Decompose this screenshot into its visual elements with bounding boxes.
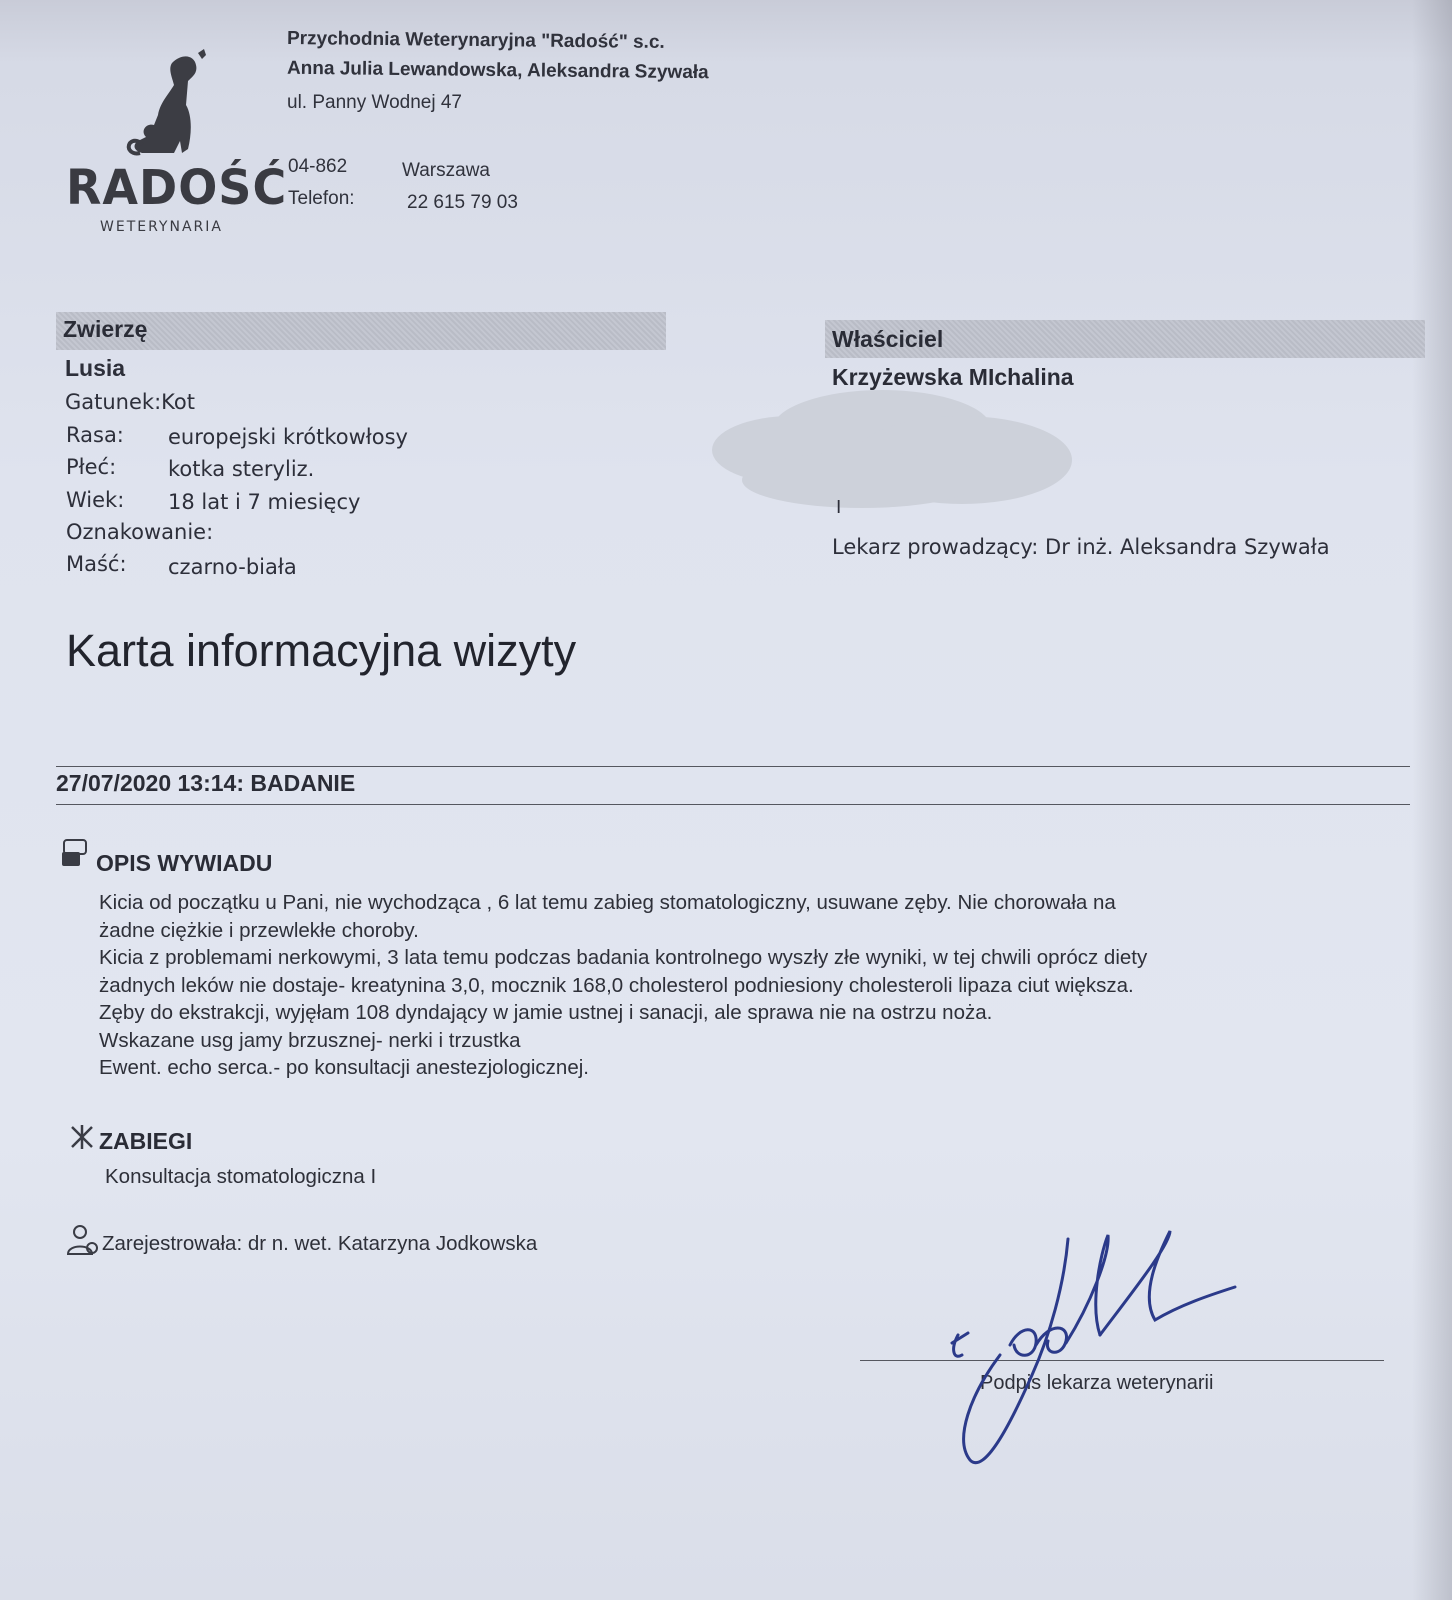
owner-section-title: Właściciel bbox=[832, 326, 944, 352]
owner-stray-char: I bbox=[836, 497, 842, 518]
attending-doctor: Lekarz prowadzący: Dr inż. Aleksandra Szywała bbox=[832, 535, 1330, 559]
interview-line: Wskazane usg jamy brzusznej- nerki i trzustka bbox=[99, 1028, 521, 1052]
registered-by-icon bbox=[66, 1224, 100, 1256]
logo-subtitle: WETERYNARIA bbox=[100, 219, 223, 235]
redaction-blur bbox=[712, 390, 1092, 510]
clinic-postcode: 04-862 bbox=[288, 156, 348, 177]
animal-name: Lusia bbox=[65, 355, 126, 381]
paper-shadow bbox=[1412, 0, 1452, 1600]
interview-line: Kicia od początku u Pani, nie wychodząca , 6 lat temu zabieg stomatologiczny, usuwane zęby. Nie chorowała na bbox=[99, 891, 1116, 914]
procedures-title: ZABIEGI bbox=[99, 1128, 193, 1154]
registered-by: Zarejestrowała: dr n. wet. Katarzyna Jodkowska bbox=[102, 1232, 538, 1255]
interview-line: Ewent. echo serca.- po konsultacji anestezjologicznej. bbox=[99, 1056, 589, 1079]
animal-species: Gatunek:Kot bbox=[65, 390, 195, 414]
color-value: czarno-biała bbox=[168, 555, 297, 579]
breed-label: Rasa: bbox=[66, 423, 124, 447]
animal-section-title: Zwierzę bbox=[63, 316, 148, 342]
visit-bottom-rule bbox=[56, 804, 1410, 805]
interview-icon bbox=[60, 838, 90, 868]
interview-line: żadne ciężkie i przewlekłe choroby. bbox=[99, 918, 419, 942]
clinic-owners: Anna Julia Lewandowska, Aleksandra Szywała bbox=[286, 57, 709, 84]
page-title: Karta informacyjna wizyty bbox=[66, 625, 577, 676]
interview-title: OPIS WYWIADU bbox=[96, 850, 273, 876]
handwritten-signature bbox=[940, 1225, 1260, 1495]
interview-line: Kicia z problemami nerkowymi, 3 lata temu podczas badania kontrolnego wyszły złe wyniki, w tej chwili oprócz diety bbox=[99, 946, 1148, 969]
interview-text bbox=[99, 889, 1419, 1082]
procedure-item: Konsultacja stomatologiczna I bbox=[105, 1165, 377, 1188]
procedures-icon bbox=[68, 1123, 96, 1151]
clinic-phone: 22 615 79 03 bbox=[407, 192, 518, 213]
logo-wordmark: RADOŚĆ bbox=[66, 158, 288, 216]
age-value: 18 lat i 7 miesięcy bbox=[168, 490, 361, 514]
marking-label: Oznakowanie: bbox=[66, 520, 214, 544]
color-label: Maść: bbox=[66, 552, 127, 576]
interview-line: Zęby do ekstrakcji, wyjęłam 108 dyndający w jamie ustnej i sanacji, ale sprawa nie na ostrzu noża. bbox=[99, 1001, 993, 1024]
phone-label: Telefon: bbox=[288, 188, 355, 209]
breed-value: europejski krótkowłosy bbox=[168, 425, 408, 449]
clinic-street: ul. Panny Wodnej 47 bbox=[287, 92, 462, 113]
visit-header: 27/07/2020 13:14: BADANIE bbox=[56, 770, 356, 796]
sex-value: kotka steryliz. bbox=[168, 457, 315, 481]
animal-section-bar bbox=[56, 312, 666, 350]
visit-top-rule bbox=[56, 766, 1410, 767]
clinic-name: Przychodnia Weterynaryjna "Radość" s.c. bbox=[286, 28, 665, 53]
age-label: Wiek: bbox=[66, 488, 125, 512]
interview-line: żadnych leków nie dostaje- kreatynina 3,0, mocznik 168,0 cholesterol podniesiony cholesteroli lipaza ciut większa. bbox=[99, 973, 1134, 997]
clinic-city: Warszawa bbox=[402, 160, 490, 181]
owner-name: Krzyżewska MIchalina bbox=[832, 364, 1074, 390]
dog-logo-icon bbox=[112, 45, 222, 165]
sex-label: Płeć: bbox=[66, 455, 117, 479]
signature-label: Podpis lekarza weterynarii bbox=[980, 1372, 1214, 1394]
